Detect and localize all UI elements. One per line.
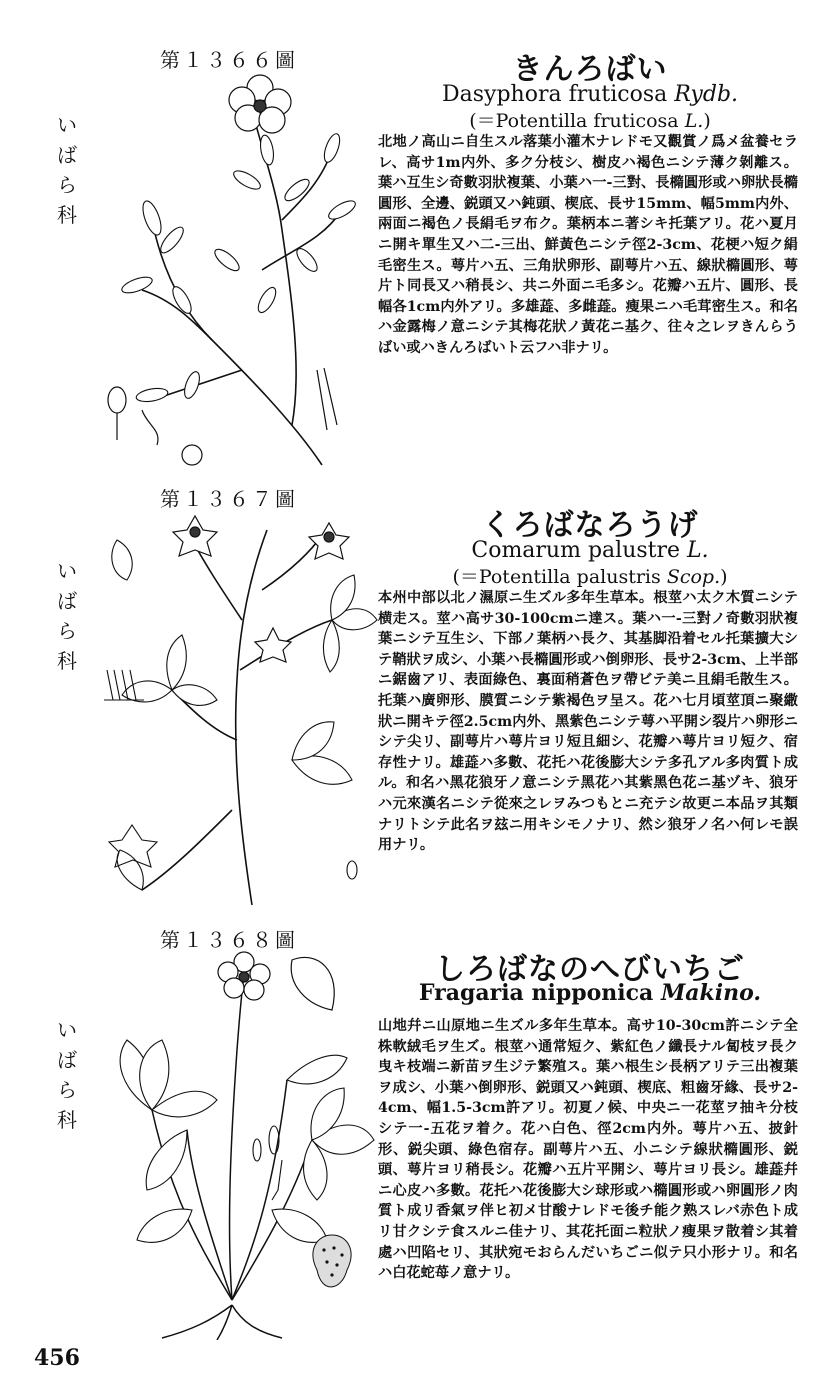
figure-label-1367: 第１３６７圖 [160,487,298,511]
synonym-1366: (＝Potentilla fruticosa L.) [469,110,711,132]
illustration-shirobananohebiichigo [92,950,382,1340]
description-1368: 山地幷ニ山原地ニ生ズル多年生草本。高サ10-30cm許ニシテ全株軟絨毛ヲ生ズ。根莖ハ通常短ク、紫紅色ノ纖長ナル匐枝ヲ長ク曳キ枝端ニ新苗ヲ生ジテ繁殖ス。葉ハ根生シ長柄アリテ三出複葉ヲ成シ、小葉ハ倒卵形、鋭頭又ハ鈍頭、楔底、粗齒牙緣、長サ2-4cm、幅1.5-3cm許アリ。初夏ノ候、中央ニ一花莖ヲ抽キ分枝シテ一-五花ヲ着ク。花ハ白色、徑2cm内外。萼片ハ五、披針形、鋭尖頭、綠色宿存。副萼片ハ五、小ニシテ線狀橢圓形、鋭頭、萼片ヨリ稍長シ。花瓣ハ五片平開シ、萼片ヨリ長シ。雄蕋幷ニ心皮ハ多數。花托ハ花後膨大シ球形或ハ橢圓形或ハ卵圓形ノ肉質ト成リ香氣ヲ伴ヒ初メ甘酸ナレドモ後チ能ク熟スレバ赤色ト成リ甘クシテ食スルニ佳ナリ、其花托面ニ粒狀ノ瘦果ヲ散着シ其着處ハ凹陷セリ、其狀宛モおらんだいちごニ似テ只小形ナリ。和名ハ白花蛇苺ノ意ナリ。 [378,1018,798,1282]
figure-label-1366: 第１３６６圖 [160,48,298,72]
scientific-name-1366: Dasyphora fruticosa Rydb. [441,82,739,107]
description-1367: 本州中部以北ノ濕原ニ生ズル多年生草本。根莖ハ太ク木質ニシテ横走ス。莖ハ高サ30-100cmニ達ス。葉ハ一-三對ノ奇數羽狀複葉ニシテ互生シ、下部ノ葉柄ハ長ク、其基脚沿着セル托葉擴大シテ鞘狀ヲ成シ、小葉ハ長橢圓形或ハ倒卵形、長サ2-3cm、上半部ニ鋸齒アリ、表面綠色、裏面稍蒼色ヲ帶ビテ美ニ且絹毛散生ス。托葉ハ廣卵形、膜質ニシテ紫褐色ヲ呈ス。花ハ七月頃莖頂ニ聚繖狀ニ開キテ徑2.5cm内外、黑紫色ニシテ萼ハ平開シ裂片ハ卵形ニシテ尖リ、副萼片ハ萼片ヨリ短且細シ、花瓣ハ萼片ヨリ短ク、宿存性ナリ。雄蕋ハ多數、花托ハ花後膨大シテ多孔アル多肉質ト成ル。和名ハ黑花狼牙ノ意ニシテ黑花ハ其紫黑色花ニ基ヅキ、狼牙ハ元來漢名ニシテ從來之レヲみつもとニ充テシ故更ニ本品ヲ其類ナリトシテ此名ヲ玆ニ用キシモノナリ、然シ狼牙ノ名ハ何レモ誤用ナリ。 [378,590,798,854]
synonym-1367: (＝Potentilla palustris Scop.) [452,566,728,588]
japanese-name-1368: しろばなのへびいちご [435,952,745,987]
scientific-name-1368: Fragaria nipponica Makino. [418,980,762,1006]
japanese-name-1366: きんろばい [512,52,668,87]
family-label-1368: い ば ら 科 [57,1018,77,1132]
family-label-1366: い ば ら 科 [57,113,77,227]
illustration-kurobananarouge [92,510,382,910]
figure-label-1368: 第１３６８圖 [160,928,298,952]
scientific-name-1367: Comarum palustre L. [471,538,709,563]
illustration-kinrobai [92,70,382,470]
family-label-1367: い ば ら 科 [57,559,77,673]
japanese-name-1367: くろばなろうげ [481,508,699,543]
description-1366: 北地ノ高山ニ自生スル落葉小灌木ナレドモ又觀賞ノ爲メ盆養セラレ、高サ1m内外、多ク分枝シ、樹皮ハ褐色ニシテ薄ク剝離ス。葉ハ互生シ奇數羽狀複葉、小葉ハ一-三對、長橢圓形或ハ卵狀長橢圓形、全邊、鋭頭又ハ鈍頭、楔底、長サ15mm、幅5mm内外、兩面ニ褐色ノ長絹毛ヲ布ク。葉柄本ニ著シキ托葉アリ。花ハ夏月ニ開キ單生又ハ二-三出、鮮黃色ニシテ徑2-3cm、花梗ハ短ク絹毛密生ス。萼片ハ五、三角狀卵形、副萼片ハ五、線狀橢圓形、萼片ト同長又ハ稍長シ、共ニ外面ニ毛多シ。花瓣ハ五片、圓形、長幅各1cm内外アリ。多雄蕋、多雌蕋。瘦果ニハ毛茸密生ス。和名ハ金露梅ノ意ニシテ其梅花狀ノ黃花ニ基ク、往々之レヲきんらうばい或ハきんろばいト云フハ非ナリ。 [378,134,798,356]
page-number: 456 [34,1345,80,1371]
